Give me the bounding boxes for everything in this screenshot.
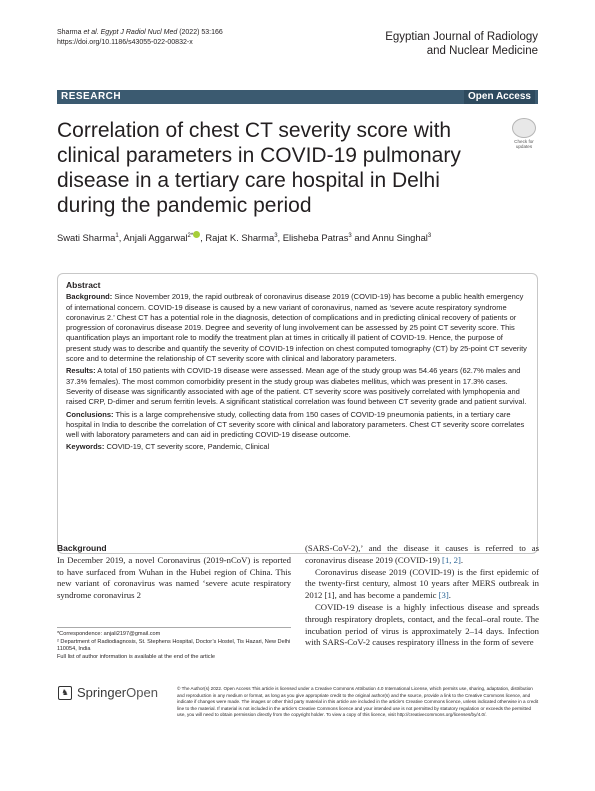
citation-header xyxy=(57,28,223,48)
abstract-background: Background: Since November 2019, the rapid outbreak of coronavirus disease 2019 (COVID-19) has become a public health emergency of international concern. COVID-19 disease is caused by a new variant of coronavirus, named as ‘severe acute respiratory syndrome coronavirus 2.’ Chest CT has a potential role in the diagnosis, detection of complications and in predicting clinical recovery of patients or progression of coronavirus disease 2019. Degree and severity of lung involvement can be assessed by 25 point CT severity score. This quantification plays an important role to modify the treatment plan at times in critically ill patient of COVID-19. Hence, the purpose of present study was to describe and quantify the severity of COVID-19 infection on chest computed tomography (CT) by 25-point CT severity score and to determine the relationship of CT severity score with clinical and laboratory parameters. xyxy=(66,292,527,364)
abstract-results: Results: A total of 150 patients with COVID-19 disease were assessed. Mean age of the study group was 54.46 years (62.7% males and 37.3% females). The most common comorbidity present in the study group was diabetes mellitus, which was present in 17.3% cases. Severity of disease was significantly associated with age of the patient. CT severity score was positively correlated with lymphopenia and raised CRP, D-dimer and serum ferritin levels. A significant statistical correlation was found between CT severity grade and patient survival. xyxy=(66,366,527,407)
author[interactable]: Annu Singhal$^3$ xyxy=(372,232,432,244)
background-heading: Background xyxy=(57,543,107,553)
footnotes xyxy=(57,627,291,661)
springer-open-logo: ♞ SpringerOpen xyxy=(58,685,158,700)
body-right-column xyxy=(305,543,539,649)
author[interactable]: Elisheba Patras$^3$ xyxy=(282,232,352,244)
author[interactable]: Rajat K. Sharma$^3$ xyxy=(205,232,278,244)
badge-line1: Check for xyxy=(514,139,534,144)
author[interactable]: Anjali Aggarwal$^{2*}$ xyxy=(123,232,194,244)
citation-volume: (2022) 53:166 xyxy=(179,29,223,36)
citation-author: Sharma xyxy=(57,29,82,36)
abstract-keywords: Keywords: COVID-19, CT severity score, Pandemic, Clinical xyxy=(66,442,270,452)
citation-journal: et al. Egypt J Radiol Nucl Med xyxy=(83,29,178,36)
journal-name-line2: and Nuclear Medicine xyxy=(426,45,538,57)
abstract-conclusions: Conclusions: This is a large comprehensive study, collecting data from 150 cases of COVID-19 pneumonia patients, in a tertiary care hospital in India to describe the correlation of CT severity score with clinical and laboratory parameters. Chest CT severity score correlates well with laboratory parameters and can aid in predicting COVID-19 disease outcome. xyxy=(66,409,525,440)
body-paragraph: COVID-19 disease is a highly infectious disease and spreads through respiratory droplets, contact, and the fecal–oral route. The incubation period of virus is approximately 2–14 days. Infection with SARS-CoV-2 causes respiratory illness in the form of severe xyxy=(305,601,539,648)
author-info-note: Full list of author information is available at the end of the article xyxy=(57,653,215,660)
orcid-icon[interactable] xyxy=(193,231,200,238)
license-notice: © The Author(s) 2022. Open Access This article is licensed under a Creative Commons Attribution 4.0 International License, which permits use, sharing, adaptation, distribution and reproduction in any medium or format, as long as you give appropriate credit to the original author(s) and the source, provide a link to the Creative Commons licence, and indicate if changes were made. The images or other third party material in this article are included in the article’s Creative Commons licence, unless indicated otherwise in a credit line to the material. If material is not included in the article’s Creative Commons licence and your intended use is not permitted by statutory regulation or exceeds the permitted use, you will need to obtain permission directly from the copyright holder. To view a copy of this licence, visit http://creativecommons.org/licenses/by/4.0/. xyxy=(177,686,539,718)
open-access-label: Open Access xyxy=(464,90,535,104)
journal-name xyxy=(385,30,538,58)
section-label: RESEARCH xyxy=(61,91,122,102)
author[interactable]: Swati Sharma$^1$ xyxy=(57,232,119,244)
badge-line2: updates xyxy=(515,144,533,149)
journal-name-line1: Egyptian Journal of Radiology xyxy=(385,31,538,43)
abstract-box xyxy=(57,273,538,554)
section-bar xyxy=(57,90,538,104)
abstract-heading: Abstract xyxy=(66,280,101,290)
doi-link[interactable]: https://doi.org/10.1186/s43055-022-00832-x xyxy=(57,39,193,46)
citation-link[interactable]: [3] xyxy=(438,590,449,601)
author-list: Swati Sharma$^1$, Anjali Aggarwal$^{2*}$ , Rajat K. Sharma$^3$, Elisheba Patras$^3$ and Annu Singhal$^3$ xyxy=(57,232,432,244)
check-for-updates-badge[interactable] xyxy=(509,118,539,152)
body-paragraph: In December 2019, a novel Coronavirus (2019-nCoV) is reported to have surfaced from Wuhan in the Hubei region of China. This new variant of coronavirus was named ‘severe acute respiratory syndrome coronavirus 2 xyxy=(57,554,291,601)
check-updates-icon xyxy=(512,118,536,138)
citation-link[interactable]: [1, 2] xyxy=(442,554,461,565)
correspondence-note[interactable]: *Correspondence: anjali2197@gmail.com xyxy=(57,631,161,637)
body-left-column xyxy=(57,543,291,602)
article-title: Correlation of chest CT severity score with clinical parameters in COVID-19 pulmonary disease in a tertiary care hospital in Delhi during the pandemic period xyxy=(57,119,461,217)
body-paragraph: Coronavirus disease 2019 (COVID-19) is the first epidemic of the twenty-first century, almost 10 years after MERS outbreak in 2012 [1], and has become a pandemic [3]. xyxy=(305,566,539,601)
affiliation-note: ² Department of Radiodiagnosis, St. Stephens Hospital, Doctor’s Hostel, Tis Hazari, New Delhi 110054, India xyxy=(57,638,291,652)
body-paragraph: (SARS-CoV-2),’ and the disease it causes is referred to as coronavirus disease 2019 (COVID-19) [1, 2]. xyxy=(305,543,539,565)
springer-horse-icon: ♞ xyxy=(58,686,72,700)
